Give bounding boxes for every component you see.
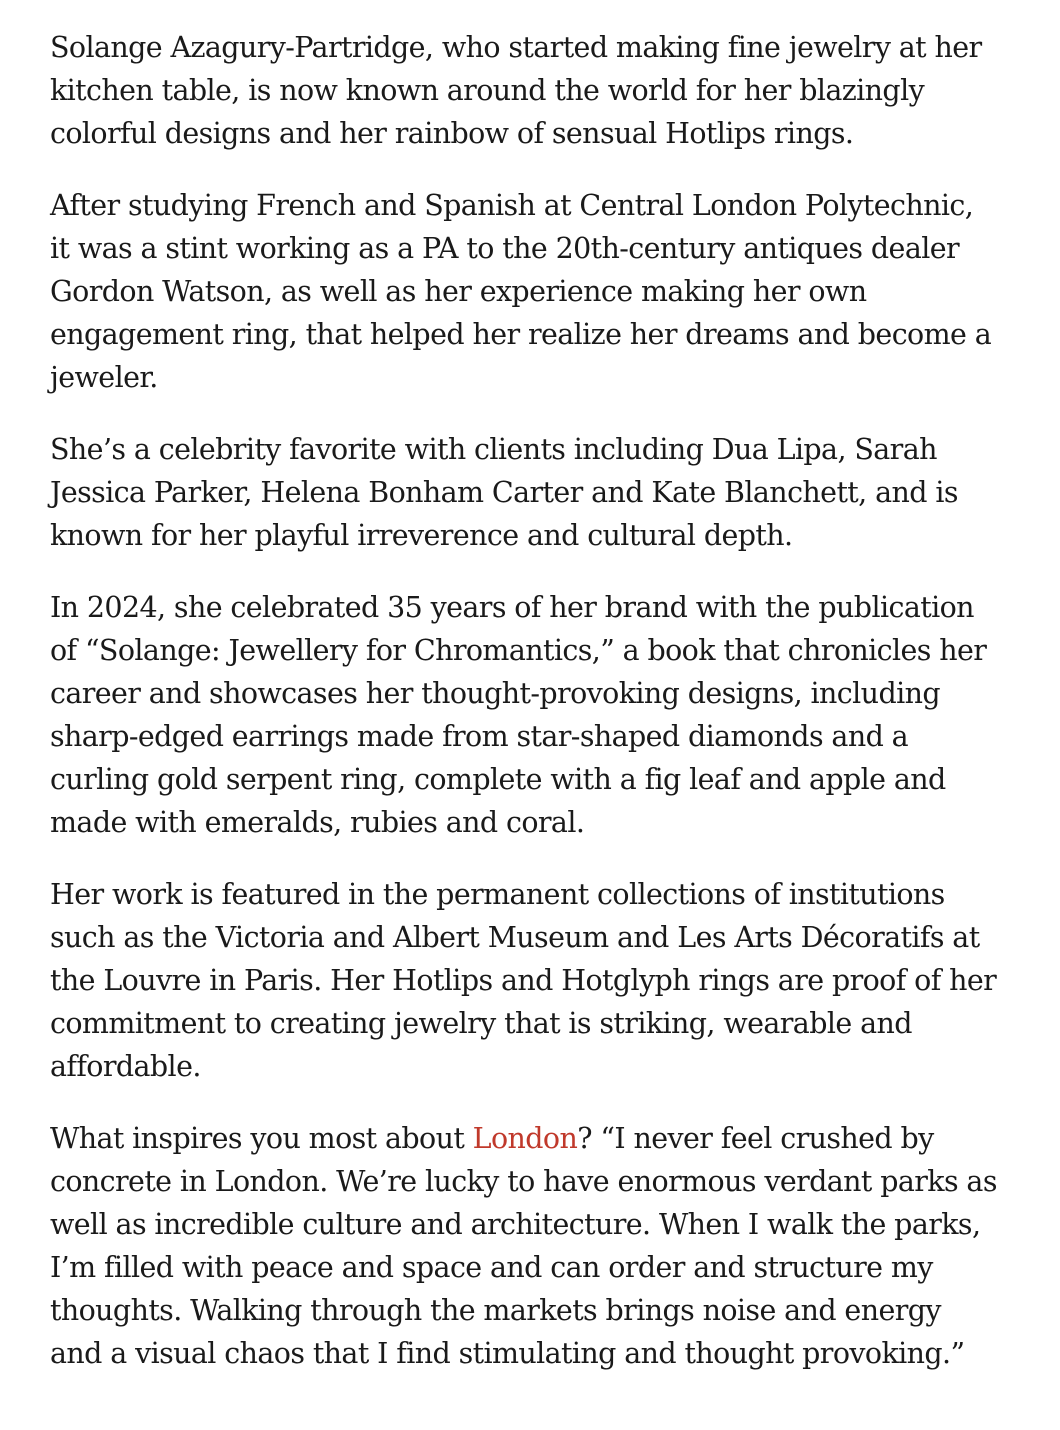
paragraph-intro: Solange Azagury-Partridge, who started making fine jewelry at her kitchen table, is now known around the world for her blazingly colorful designs and her rainbow of sensual Hotlips rings. bbox=[50, 31, 982, 150]
paragraph-education: After studying French and Spanish at Central London Polytechnic, it was a stint working as a PA to the 20th-century antiques dealer Gordon Watson, as well as her experience making her own engagement ring, that helped her realize her dreams and become a jeweler. bbox=[50, 189, 992, 394]
paragraph-book: In 2024, she celebrated 35 years of her brand with the publication of “Solange: Jewellery for Chromantics,” a book that chronicles her career and showcases her thought-provoking designs, including sharp-edged earrings made from star-shaped diamonds and a curling gold serpent ring, complete with a fig leaf and apple and made with emeralds, rubies and coral. bbox=[50, 591, 987, 839]
london-link[interactable]: London bbox=[472, 1122, 578, 1155]
paragraph-inspiration bbox=[50, 1117, 1000, 1375]
paragraph-collections: Her work is featured in the permanent collections of institutions such as the Victoria and Albert Museum and Les Arts Décoratifs at the Louvre in Paris. Her Hotlips and Hotglyph rings are proof of her commitment to creating jewelry that is striking, wearable and affordable. bbox=[50, 878, 997, 1083]
inspiration-text-before: What inspires you most about bbox=[50, 1122, 473, 1155]
paragraph-clients: She’s a celebrity favorite with clients including Dua Lipa, Sarah Jessica Parker, Helena Bonham Carter and Kate Blanchett, and is known for her playful irreverence and cultural depth. bbox=[50, 433, 958, 552]
inspiration-text-after: ? “I never feel crushed by concrete in London. We’re lucky to have enormous verdant parks as well as incredible culture and architecture. When I walk the parks, I’m filled with peace and space and can order and structure my thoughts. Walking through the markets brings noise and energy and a visual chaos that I find stimulating and thought provoking.” bbox=[50, 1122, 997, 1370]
article-body bbox=[50, 26, 1000, 1404]
